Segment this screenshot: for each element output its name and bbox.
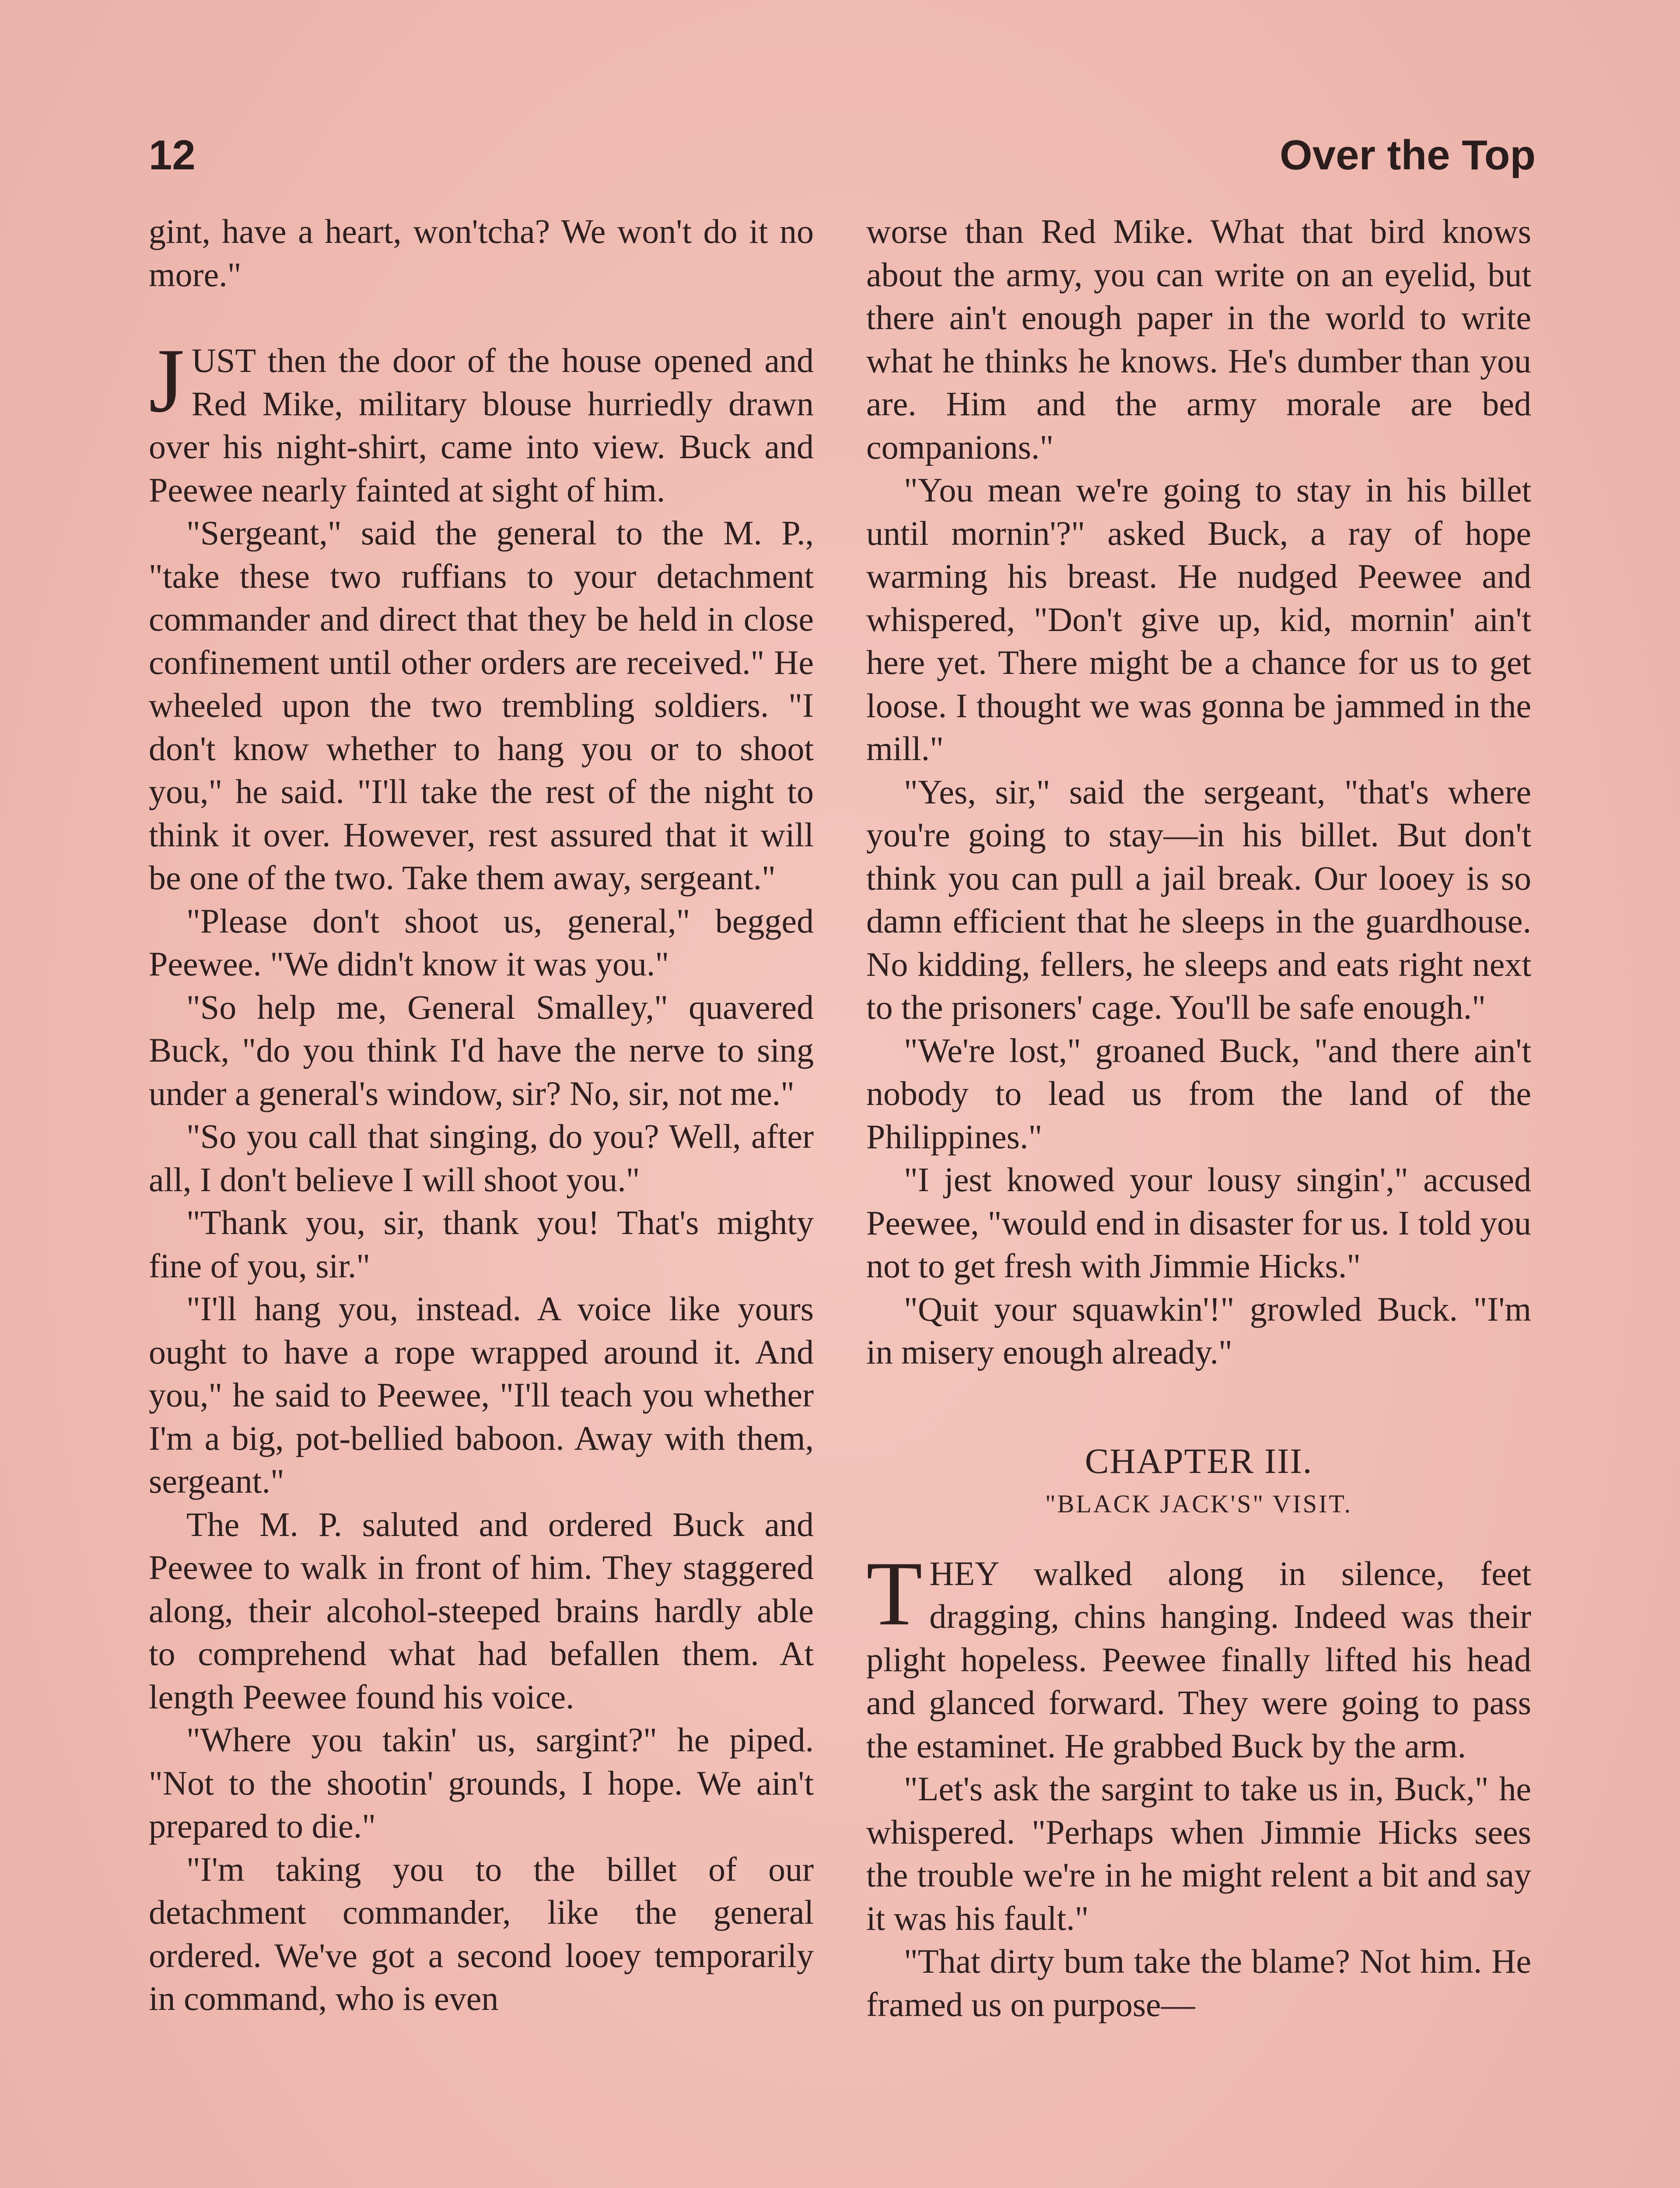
paragraph: "I'm taking you to the billet of our detachment commander, like the general ordered. We've got a second looey temporarily in command, who is even <box>149 1850 814 2017</box>
paragraph: "You mean we're going to stay in his billet until mornin'?" asked Buck, a ray of hope warming his breast. He nudged Peewee and whispered, "Don't give up, kid, mornin' ain't here yet. There might be a chance for us to get loose. I thought we was gonna be jammed in the mill." <box>866 471 1531 768</box>
paragraph: worse than Red Mike. What that bird knows about the army, you can write on an eyelid, but there ain't enough paper in the world to write what he thinks he knows. He's dumber than you are. Him and the army morale are bed companions." <box>866 212 1531 466</box>
paragraph-text: UST then the door of the house opened and Red Mike, military blouse hurriedly drawn over his night-shirt, came into view. Buck and Peewee nearly fainted at sight of him. <box>149 341 814 509</box>
paragraph: "Where you takin' us, sargint?" he piped. "Not to the shootin' grounds, I hope. We ain't prepared to die." <box>149 1721 814 1845</box>
drop-cap: J <box>149 330 185 431</box>
paragraph: "So help me, General Smalley," quavered Buck, "do you think I'd have the nerve to sing under a general's window, sir? No, sir, not me." <box>149 988 814 1112</box>
paragraph: The M. P. saluted and ordered Buck and Peewee to walk in front of him. They staggered along, their alcohol-steeped brains hardly able to comprehend what had befallen them. At length Peewee found his voice. <box>149 1505 814 1716</box>
paragraph: "Quit your squawkin'!" growled Buck. "I'm in misery enough already." <box>866 1290 1531 1371</box>
paragraph: "Thank you, sir, thank you! That's mighty fine of you, sir." <box>149 1203 814 1285</box>
paragraph: "Please don't shoot us, general," begged Peewee. "We didn't know it was you." <box>149 901 814 983</box>
paragraph: gint, have a heart, won'tcha? We won't do it no more." <box>149 212 814 294</box>
running-title: Over the Top <box>1280 132 1536 179</box>
paragraph: "That dirty bum take the blame? Not him. He framed us on purpose— <box>866 1942 1531 2023</box>
left-column <box>149 210 814 2020</box>
paragraph: "Yes, sir," said the sergeant, "that's where you're going to stay—in his billet. But don't think you can pull a jail break. Our looey is so damn efficient that he sleeps in the guardhouse. No kidding, fellers, he sleeps and eats right next to the prisoners' cage. You'll be safe enough." <box>866 772 1531 1026</box>
paragraph: "I jest knowed your lousy singin'," accused Peewee, "would end in disaster for us. I told you not to get fresh with Jimmie Hicks." <box>866 1161 1531 1285</box>
paragraph-with-dropcap <box>149 330 814 512</box>
paragraph: "I'll hang you, instead. A voice like yours ought to have a rope wrapped around it. And you," he said to Peewee, "I'll teach you whether I'm a big, pot-bellied baboon. Away with them, sergeant." <box>149 1290 814 1500</box>
chapter-subtitle: "BLACK JACK'S" VISIT. <box>1045 1490 1352 1518</box>
right-column <box>866 210 1531 2026</box>
page-header <box>149 131 1536 184</box>
paragraph: "Sergeant," said the general to the M. P., "take these two ruffians to your detachment commander and direct that they be held in close confinement until other orders are received." He wheeled upon the two trembling soldiers. "I don't know whether to hang you or to shoot you," he said. "I'll take the rest of the night to think it over. However, rest assured that it will be one of the two. Take them away, sergeant." <box>149 514 814 897</box>
drop-cap: T <box>866 1543 923 1645</box>
paragraph: "We're lost," groaned Buck, "and there ain't nobody to lead us from the land of the Philippines." <box>866 1031 1531 1156</box>
paragraph-text: HEY walked along in silence, feet dragging, chins hanging. Indeed was their plight hopeless. Peewee finally lifted his head and glanced forward. They were going to pass the estaminet. He grabbed Buck by the arm. <box>866 1554 1531 1765</box>
paragraph: "Let's ask the sargint to take us in, Buck," he whispered. "Perhaps when Jimmie Hicks sees the trouble we're in he might relent a bit and say it was his fault." <box>866 1770 1531 1937</box>
chapter-title: CHAPTER III. <box>1085 1441 1313 1481</box>
paragraph-with-dropcap <box>866 1543 1531 1768</box>
paragraph: "So you call that singing, do you? Well, after all, I don't believe I will shoot you." <box>149 1117 814 1199</box>
page-number: 12 <box>149 132 196 179</box>
